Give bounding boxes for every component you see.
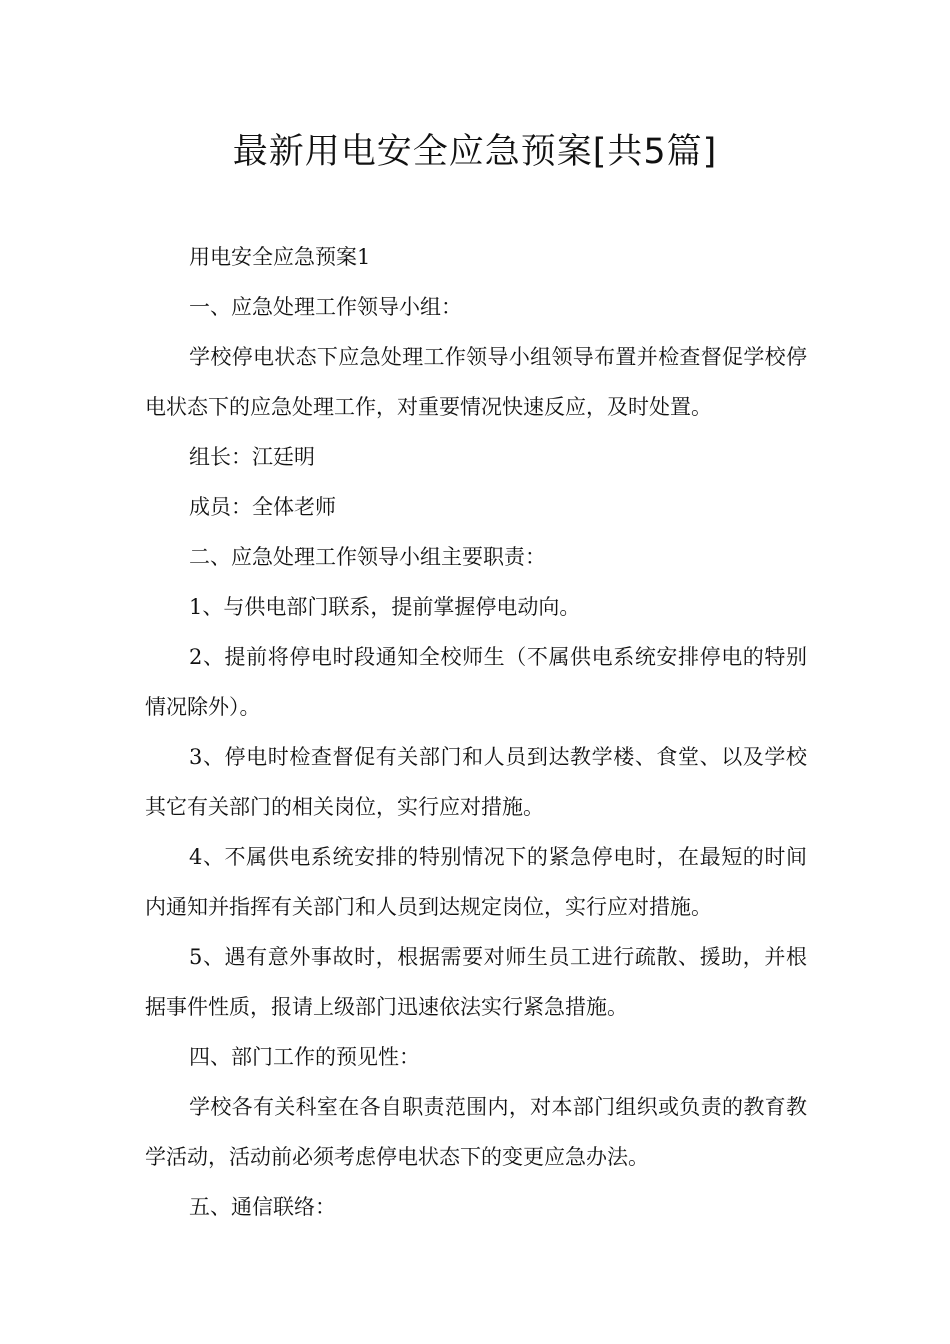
list-item: 5、遇有意外事故时，根据需要对师生员工进行疏散、援助，并根据事件性质，报请上级部门迅速依法实行紧急措施。: [145, 945, 807, 1019]
paragraph: 学校停电状态下应急处理工作领导小组领导布置并检查督促学校停电状态下的应急处理工作，对重要情况快速反应，及时处置。: [145, 345, 807, 419]
paragraph: 组长：江廷明: [189, 445, 315, 469]
document-body: [145, 232, 807, 1232]
list-item: 4、不属供电系统安排的特别情况下的紧急停电时，在最短的时间内通知并指挥有关部门和人员到达规定岗位，实行应对措施。: [145, 845, 807, 919]
paragraph: 成员：全体老师: [189, 495, 336, 519]
list-item: 3、停电时检查督促有关部门和人员到达教学楼、食堂、以及学校其它有关部门的相关岗位，实行应对措施。: [145, 745, 807, 819]
section-heading: 二、应急处理工作领导小组主要职责：: [189, 545, 546, 569]
paragraph: 学校各有关科室在各自职责范围内，对本部门组织或负责的教育教学活动，活动前必须考虑停电状态下的变更应急办法。: [145, 1095, 807, 1169]
list-item: 2、提前将停电时段通知全校师生（不属供电系统安排停电的特别情况除外）。: [145, 645, 807, 719]
section-heading: 五、通信联络：: [189, 1195, 336, 1219]
list-item: 1、与供电部门联系，提前掌握停电动向。: [189, 595, 581, 619]
section-heading: 四、部门工作的预见性：: [189, 1045, 420, 1069]
document-title: 最新用电安全应急预案[共5篇]: [232, 132, 718, 172]
section-heading: 用电安全应急预案1: [189, 245, 371, 269]
section-heading: 一、应急处理工作领导小组：: [189, 295, 462, 319]
